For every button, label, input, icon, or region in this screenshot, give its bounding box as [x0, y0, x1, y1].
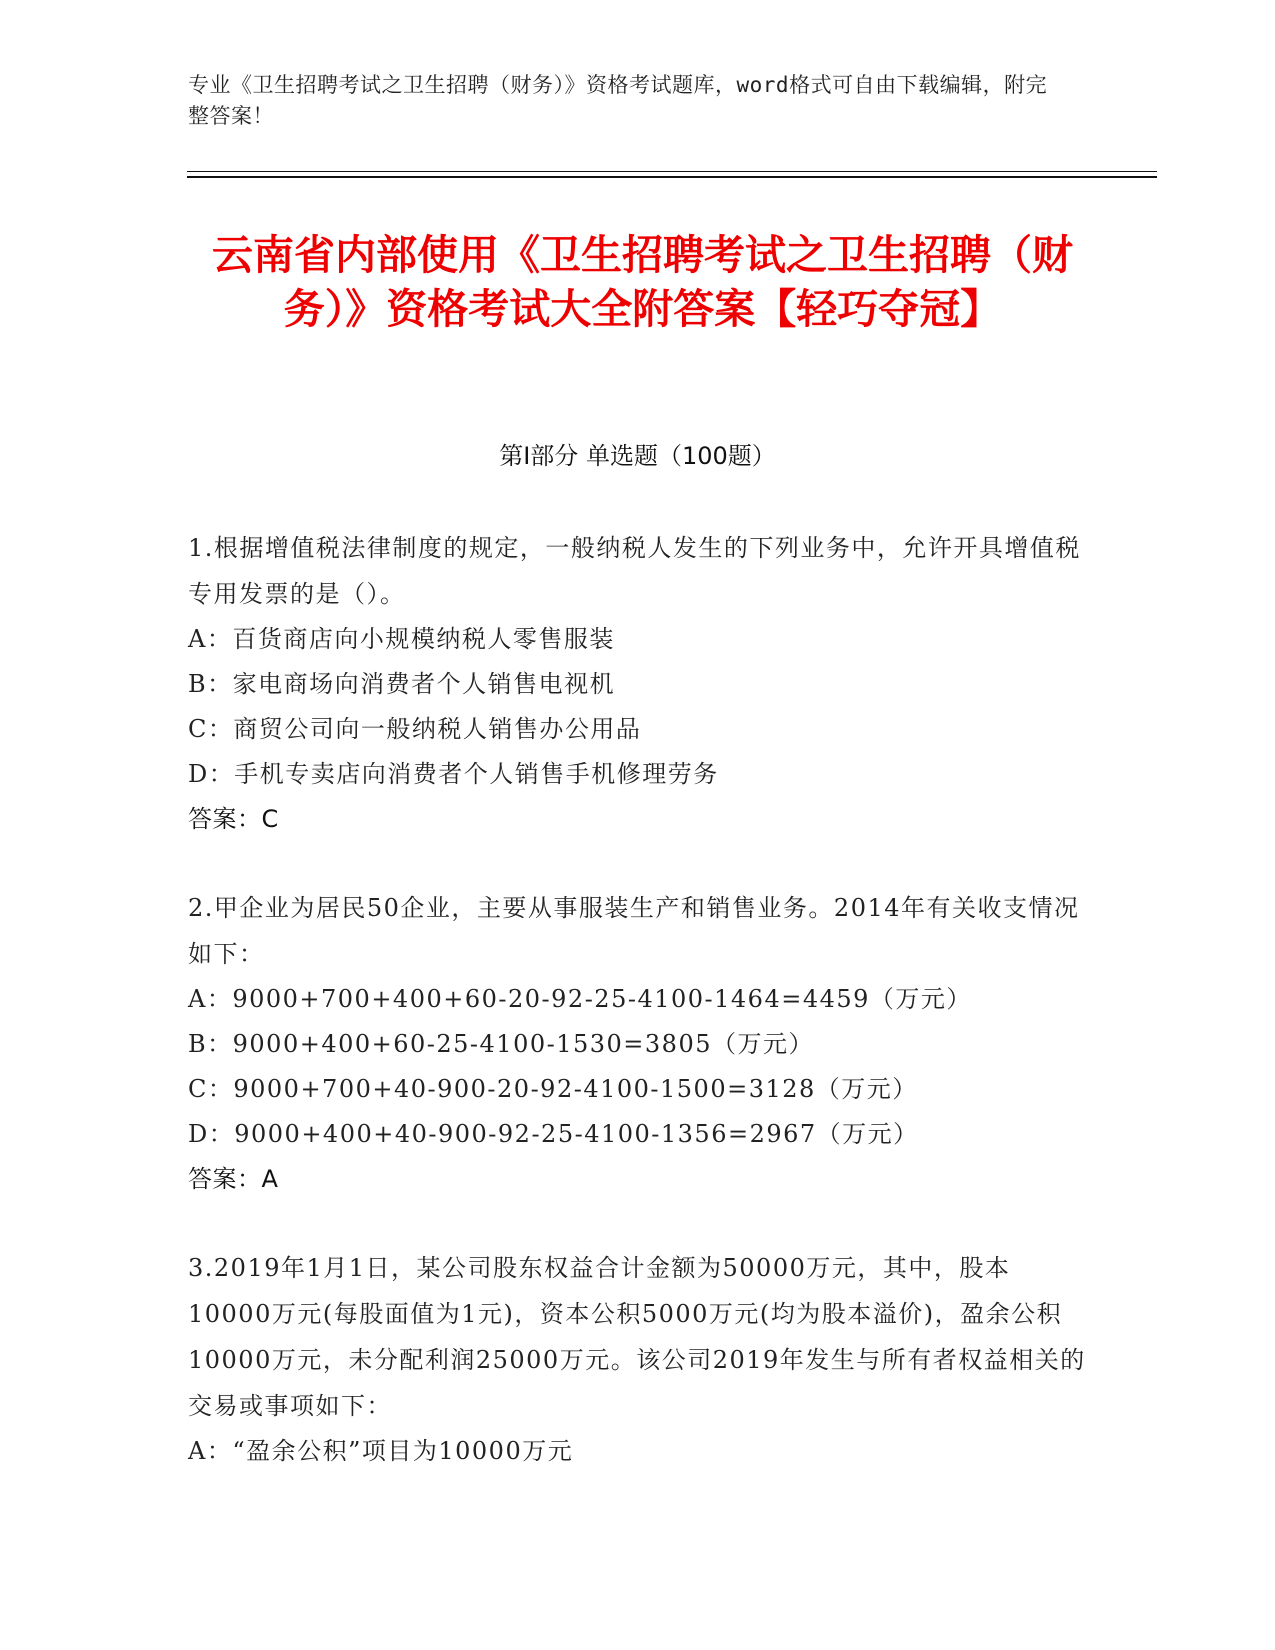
question-item	[188, 1245, 1088, 1474]
question-answer: 答案：A	[188, 1165, 279, 1193]
question-stem: 3.2019年1月1日，某公司股东权益合计金额为50000万元，其中，股本10000万元(每股面值为1元)，资本公积5000万元(均为股本溢价)，盈余公积10000万元，未分配利润25000万元。该公司2019年发生与所有者权益相关的交易或事项如下：	[188, 1254, 1086, 1420]
question-stem: 2.甲企业为居民50企业，主要从事服装生产和销售业务。2014年有关收支情况如下：	[188, 894, 1080, 968]
question-option-d: D：9000+400+40-900-92-25-4100-1356=2967（万元）	[188, 1120, 919, 1148]
question-option-b: B：9000+400+60-25-4100-1530=3805（万元）	[188, 1030, 814, 1058]
header-note: 专业《卫生招聘考试之卫生招聘（财务）》资格考试题库，word格式可自由下载编辑，附完整答案！	[188, 73, 1048, 128]
question-option-b: B：家电商场向消费者个人销售电视机	[188, 670, 616, 698]
question-option-a: A：“盈余公积”项目为10000万元	[188, 1437, 574, 1465]
question-option-d: D：手机专卖店向消费者个人销售手机修理劳务	[188, 760, 719, 788]
question-option-a: A：9000+700+400+60-20-92-25-4100-1464=4459（万元）	[188, 985, 972, 1013]
document-title: 云南省内部使用《卫生招聘考试之卫生招聘（财务）》资格考试大全附答案【轻巧夺冠】	[212, 231, 1073, 333]
question-answer: 答案：C	[188, 805, 279, 833]
question-item	[188, 525, 1088, 842]
header-divider-thick	[187, 176, 1157, 178]
question-option-a: A：百货商店向小规模纳税人零售服装	[188, 625, 615, 653]
question-stem: 1.根据增值税法律制度的规定，一般纳税人发生的下列业务中，允许开具增值税专用发票的是（）。	[188, 534, 1081, 608]
section-heading: 第Ⅰ部分 单选题（100题）	[499, 442, 776, 470]
question-option-c: C：9000+700+40-900-20-92-4100-1500=3128（万元）	[188, 1075, 918, 1103]
question-list	[188, 525, 1088, 1517]
question-item	[188, 885, 1088, 1202]
question-option-c: C：商贸公司向一般纳税人销售办公用品	[188, 715, 642, 743]
header-divider-thin	[187, 171, 1157, 172]
